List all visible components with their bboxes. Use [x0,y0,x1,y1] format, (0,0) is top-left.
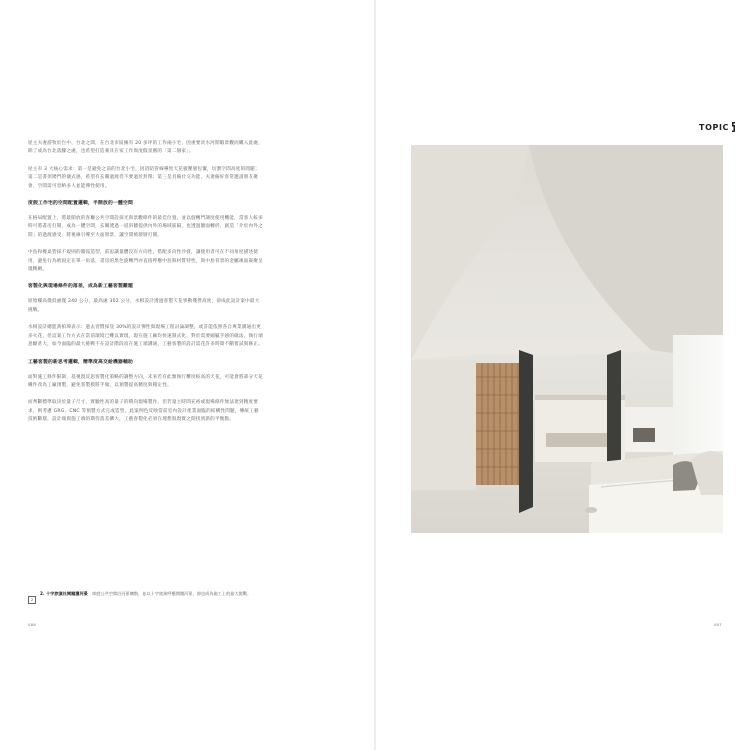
page-number-left: 086 [28,622,37,627]
paragraph-needs: 屋主有 3 大核心需求：第一是避免之前的台北小宅，因消防管線導致天花板壓層包覆，切割空間高度的問題；第二是書須矮門的儀式感，希望有玄關過渡但不要過於封閉；第三是具備社交功能，夫妻倆好客常邀請朋友聚會，空間需可容納多人並能彈性使用。 [28,166,260,189]
photo-caption [28,590,273,604]
paragraph-layout: 在格局配置上，將最開放的客廳公共空間設採光與景觀條件的最佳位置，並以旋轉門調度使用機能，當客人較多時可將書房打開，成為一體空間，玄關透過一道斜牆提供內外的場域區隔，也透過牆面轉折，創造「介於內外之間」的過渡感受，將視線引導至大面窗景，讓空間被層層打開。 [28,216,263,238]
caption-number: 2 [28,596,36,604]
article-body [28,140,263,434]
paragraph-intro: 屋主夫妻游牧於台中、台北之間，在台北市區擁有 20 多坪的工作兩小宅，因重要淡水河閒暇景觀而購入此處，除了成為台北落腳之處，也希望打造兼具在家工作與度假氛圍的「第二個家」。 [28,141,263,155]
paragraph-height: 原始樓高僅低處僅 240 公分，最高處 302 公分，水相設計透過客製天花事動殘營高度，卻成此設計案中最大挑戰。 [28,299,260,313]
paragraph-director: 水相設計總監黃柏瑋表示：過去習慣採登 30%的設計彈性與現場工程討論調整，或許能依照各自專業溝通出更多火花，但這案工作方式在當前環境已難以實現，現在施工廠均快速制式化，對於需要細膩手感的做法，執行端意願甚大，如今面臨的最大挑戰不在設計階段而在施工端溝通，工藝客製的設計需花許多時間不斷嘗試與修正。 [28,325,263,348]
section-heading-craft: 工藝客製的新思考邏輯，精準度高交給機器輔助 [28,359,133,365]
topic-label [699,122,736,132]
topic-text: TOPIC [699,123,729,132]
interior-photo [411,145,723,533]
section-heading-custom: 客製化與現場條件的落差，成為新工藝客製難題 [28,284,133,290]
caption-title: 2. 十字旅演社開闊濃河景 [40,591,88,596]
paragraph-constraints: 面對施工條件限制，基視現反思客製化策略的調整方向，未來若有此類執行難度較高的天花，可能會將部分天花構件改為工廠預製，避免客製模將手做，以預製提高精度與穩定性。 [28,374,263,388]
paragraph-island: 中島和餐桌皆採不規則的圓弧造型，前思讓量體沒有方向性，搭配多向性沙發，讓使用者可在不同角度描述使用，避免行為被固定在單一角落，書房的黑色旋轉門亦直接呼應中島與材質特性，與中島背景的金屬凍面凝聚呈現精緻。 [28,250,263,273]
page-number-right: 087 [713,622,722,627]
pivot-door-left [519,350,533,513]
paragraph-criteria: 而判斷標準取決於量子尺寸、實驗性高的量子的積向現場製作，但若量主時間充裕或現場條件無法達到精度要求，則考慮 GRG、CNC 等預製方式完成造型，此案例色反映當前室內設計產業面臨的結構性問題，傳統工藝技術斷層，設計端與施工端的期待落差擴大，工藝客製化必須在理想與現實之間找到新的平衡點。 [28,400,259,423]
caption-text: 車庭公共空間沿河景擴散，並以十字旅演呼應開闊河景，卻也成為施工上的最大挑戰。 [92,591,252,596]
topic-mark-icon [731,122,736,132]
section-heading-layout: 度假工作宅的空間配置邏輯，半開放的一體空間 [28,201,133,207]
interior-illustration [411,145,723,533]
